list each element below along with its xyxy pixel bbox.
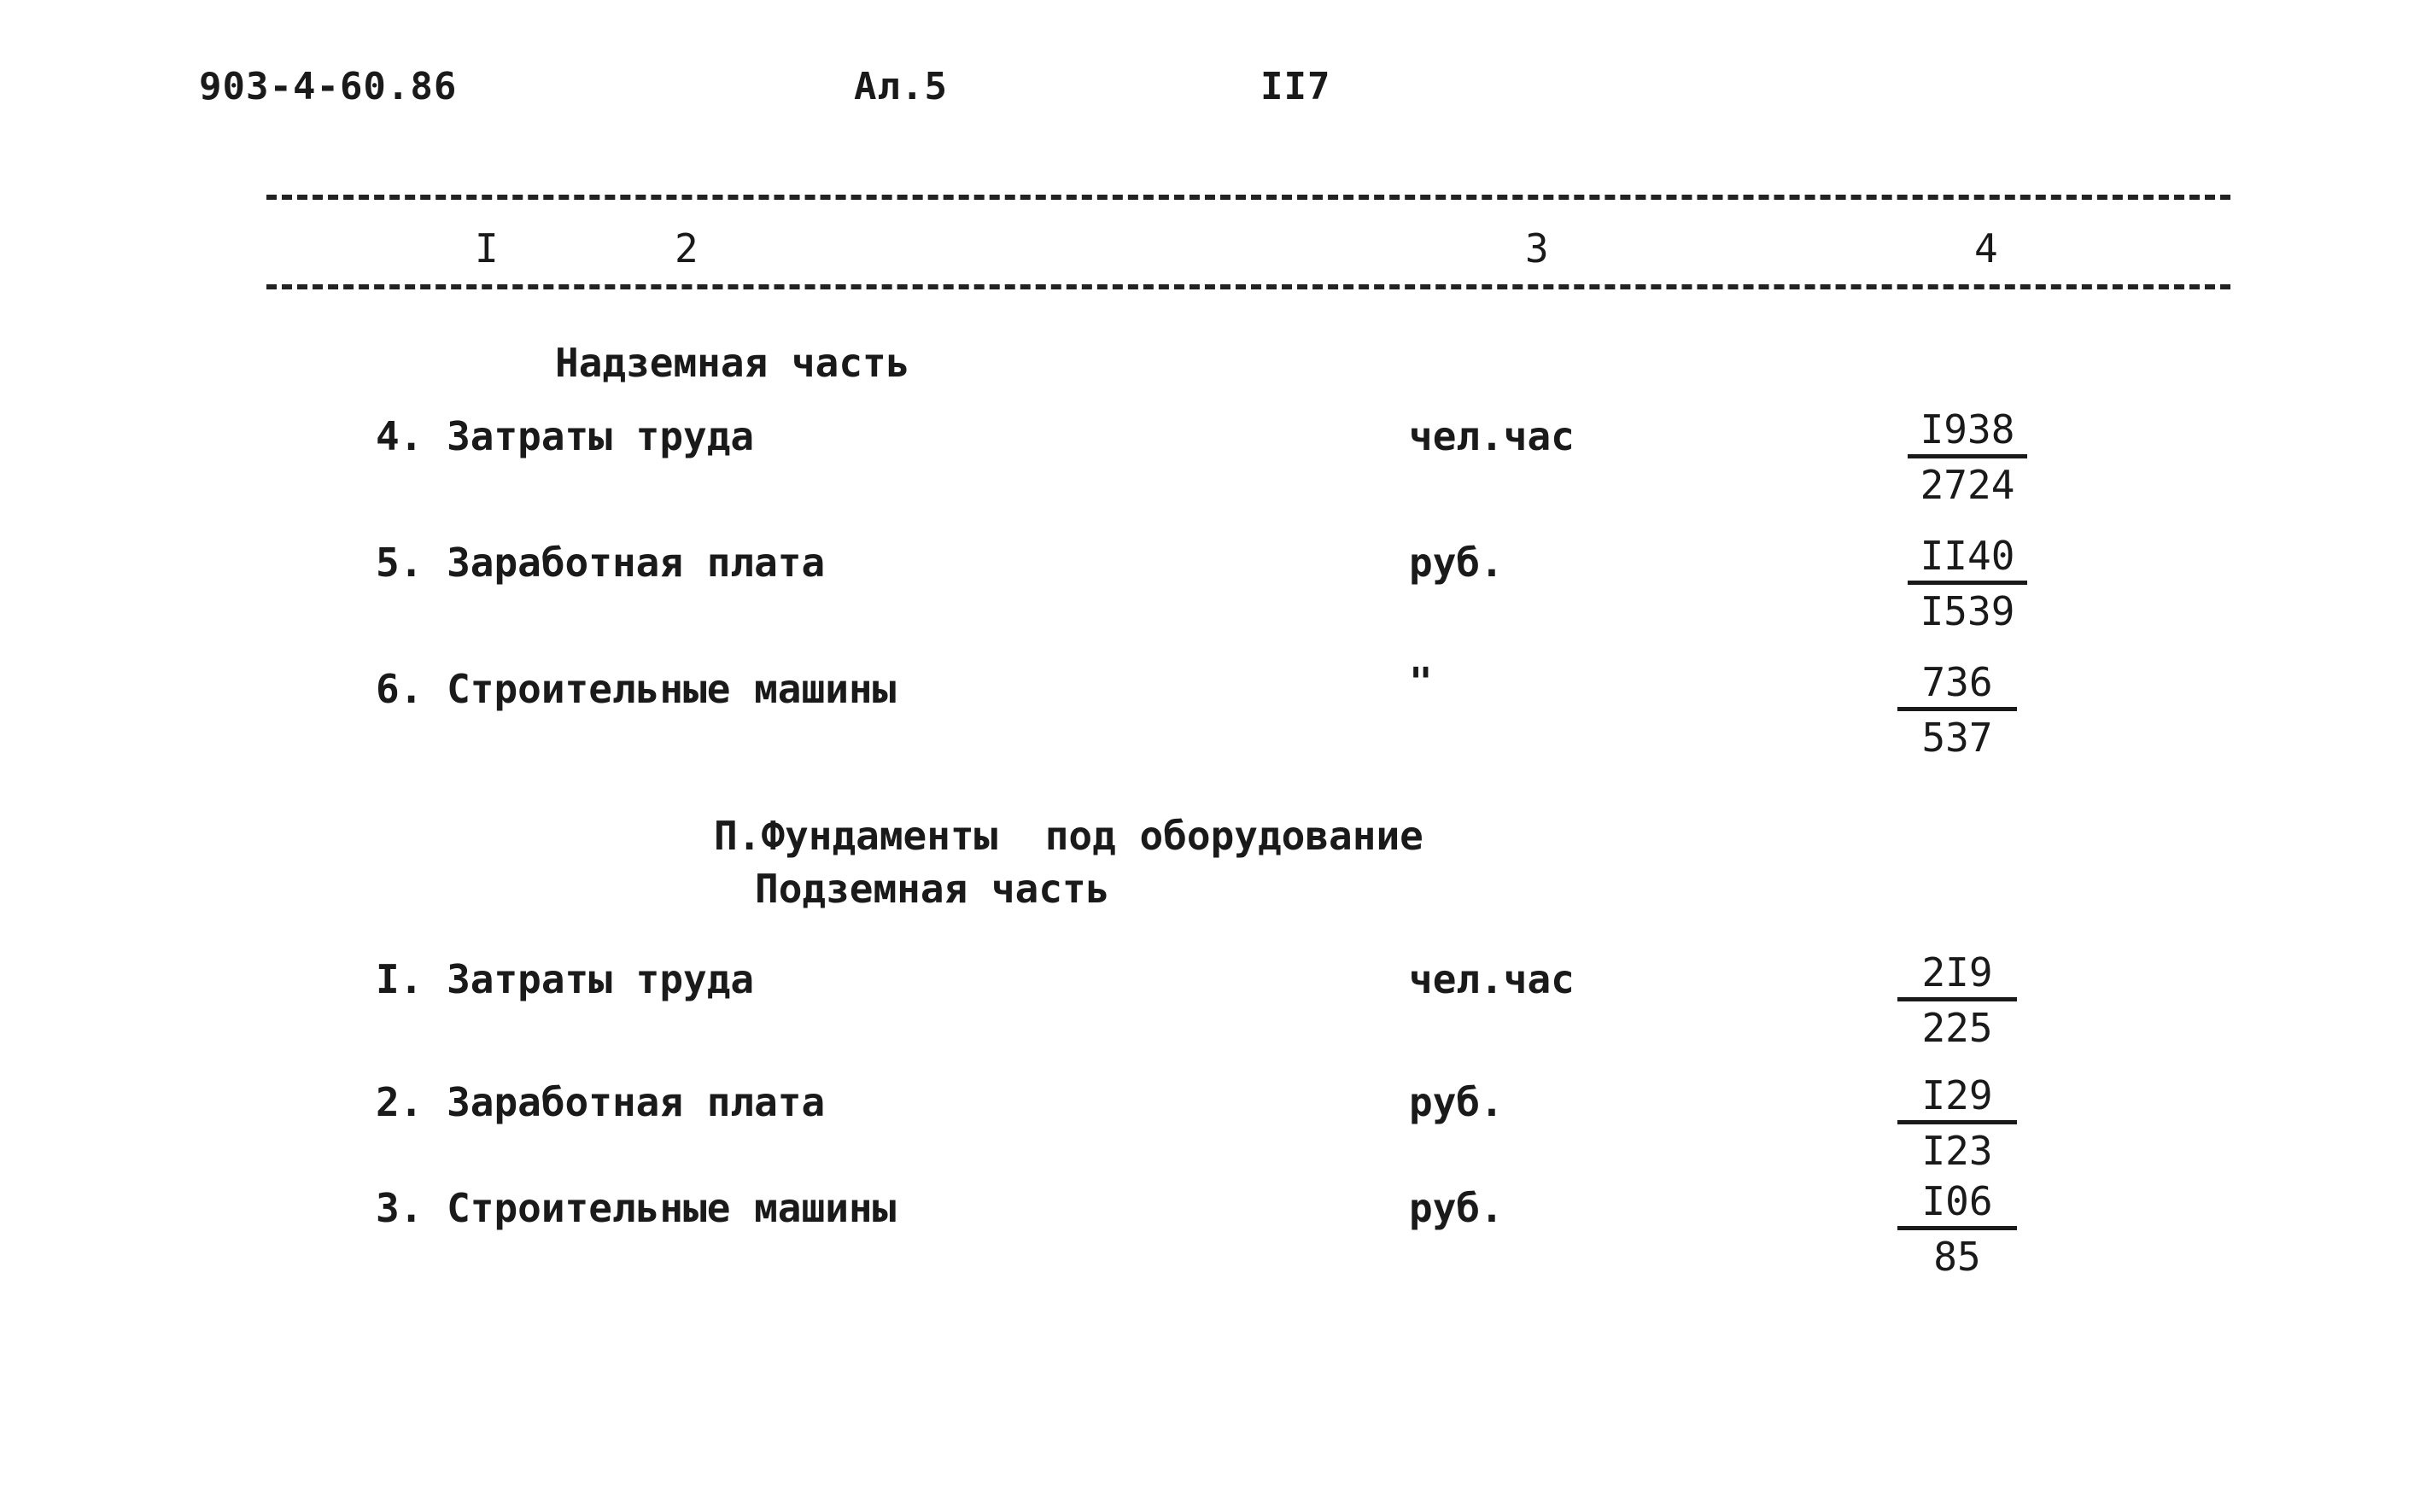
item-unit: руб. <box>1409 1185 1504 1231</box>
item-unit: руб. <box>1409 1079 1504 1125</box>
value-denominator: 225 <box>1921 1005 1993 1051</box>
item-unit: чел.час <box>1409 956 1575 1002</box>
section-title-foundations: П.Фундаменты под оборудование <box>714 813 1423 859</box>
column-number-4: 4 <box>1974 225 1998 271</box>
value-numerator: II40 <box>1908 536 2027 585</box>
column-number-1: I <box>475 225 499 271</box>
table-header-rule <box>266 284 2230 289</box>
value-numerator: 736 <box>1897 663 2017 711</box>
section-subtitle-underground: Подземная часть <box>755 866 1110 912</box>
item-label: 2. Заработная плата <box>376 1079 826 1125</box>
column-number-3: 3 <box>1525 225 1549 271</box>
value-denominator: I539 <box>1920 588 2015 634</box>
item-unit: руб. <box>1409 540 1504 586</box>
item-unit: " <box>1409 659 1433 705</box>
value-denominator: 2724 <box>1920 462 2015 508</box>
item-value-fraction <box>1908 533 2027 634</box>
sheet-label: Ал.5 <box>854 65 948 108</box>
item-value-fraction <box>1908 406 2027 508</box>
value-numerator: I938 <box>1908 410 2027 458</box>
page-number: II7 <box>1260 65 1331 108</box>
item-label: 4. Затраты труда <box>376 413 755 459</box>
value-numerator: 2I9 <box>1897 953 2017 1001</box>
column-number-2: 2 <box>675 225 699 271</box>
item-label: 5. Заработная плата <box>376 540 826 586</box>
value-denominator: I23 <box>1921 1128 1993 1174</box>
item-value-fraction <box>1897 659 2017 761</box>
item-value-fraction <box>1897 1178 2017 1280</box>
value-numerator: I29 <box>1897 1076 2017 1124</box>
value-numerator: I06 <box>1897 1182 2017 1230</box>
item-label: 3. Строительные машины <box>376 1185 897 1231</box>
document-code: 903-4-60.86 <box>199 65 458 108</box>
item-value-fraction <box>1897 1072 2017 1174</box>
item-value-fraction <box>1897 949 2017 1051</box>
value-denominator: 85 <box>1933 1234 1981 1280</box>
value-denominator: 537 <box>1921 715 1993 761</box>
item-label: 6. Строительные машины <box>376 666 897 712</box>
section-title-above-ground: Надземная часть <box>555 340 910 386</box>
item-unit: чел.час <box>1409 413 1575 459</box>
item-label: I. Затраты труда <box>376 956 755 1002</box>
table-top-rule <box>266 195 2230 200</box>
